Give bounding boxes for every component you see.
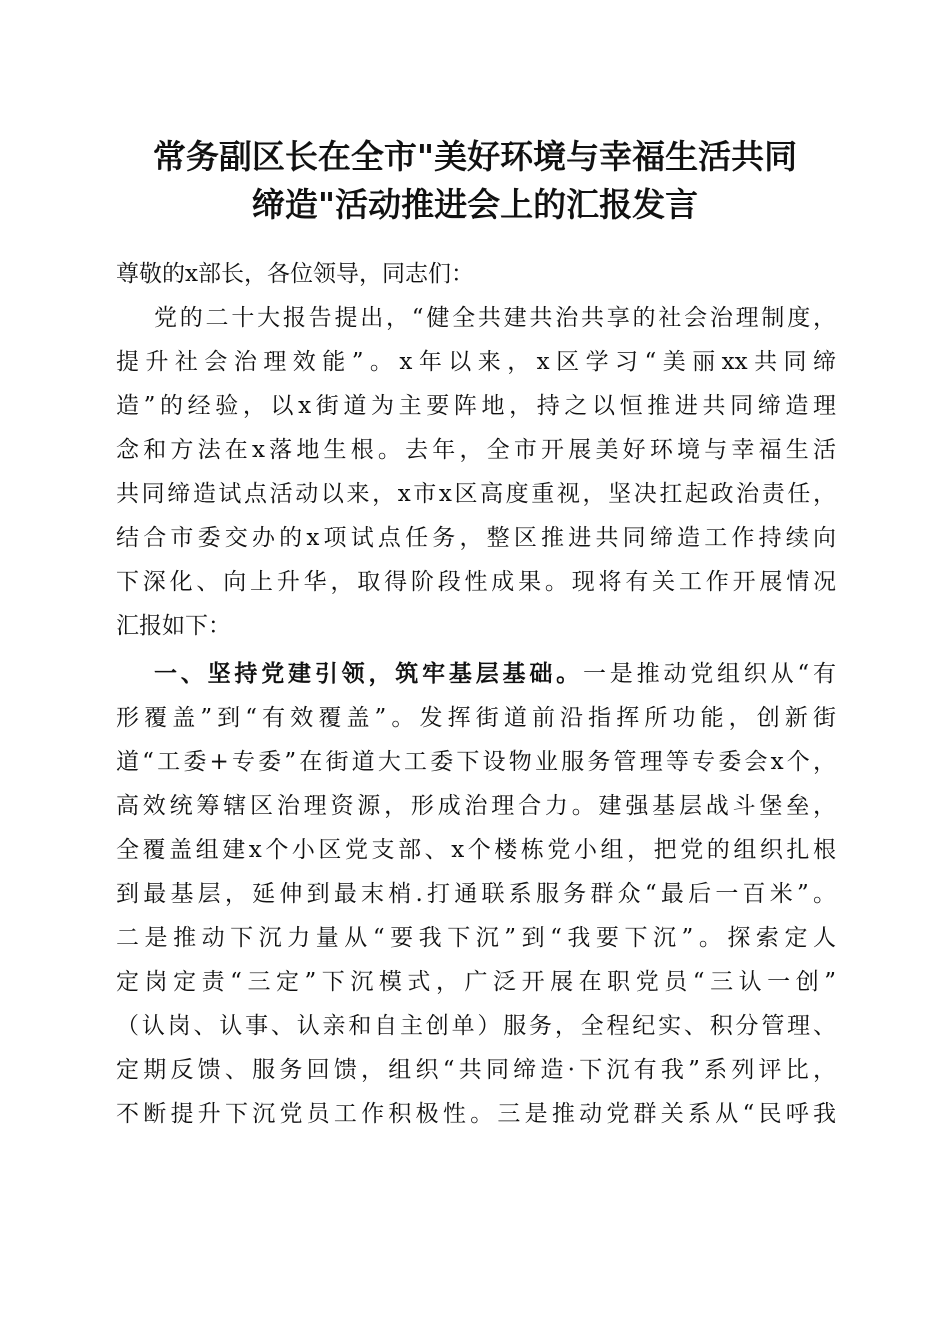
text-span: 一是推动党组织从“有 <box>582 661 836 687</box>
text-line: 造”的经验，以x街道为主要阵地，持之以恒推进共同缔造理 <box>116 393 836 419</box>
text-line: 党的二十大报告提出，“健全共建共治共享的社会治理制度， <box>154 305 836 331</box>
paragraph-1 <box>116 296 836 648</box>
salutation: 尊敬的x部长，各位领导，同志们： <box>116 261 474 287</box>
text-line: 共同缔造试点活动以来，x市x区高度重视，坚决扛起政治责任， <box>116 481 836 507</box>
text-line: 结合市委交办的x项试点任务，整区推进共同缔造工作持续向 <box>116 525 836 551</box>
text-line <box>116 652 836 696</box>
text-line: 提升社会治理效能”。x年以来，x区学习“美丽xx共同缔 <box>116 349 836 375</box>
document-title <box>100 133 850 229</box>
title-line-2: 缔造"活动推进会上的汇报发言 <box>251 185 699 224</box>
text-line: 下深化、向上升华，取得阶段性成果。现将有关工作开展情况 <box>116 569 836 595</box>
text-line: 汇报如下： <box>116 613 231 639</box>
text-line: 到最基层，延伸到最末梢.打通联系服务群众“最后一百米”。 <box>116 881 836 907</box>
section-1 <box>116 652 836 1136</box>
title-line-1: 常务副区长在全市"美好环境与幸福生活共同 <box>152 137 798 176</box>
text-line: 定期反馈、服务回馈，组织“共同缔造·下沉有我”系列评比， <box>116 1057 836 1083</box>
document-body <box>116 252 836 1136</box>
text-line: 定岗定责“三定”下沉模式，广泛开展在职党员“三认一创” <box>116 969 836 995</box>
text-line: 全覆盖组建x个小区党支部、x个楼栋党小组，把党的组织扎根 <box>116 837 836 863</box>
text-line: 二是推动下沉力量从“要我下沉”到“我要下沉”。探索定人 <box>116 925 836 951</box>
section-heading: 一、坚持党建引领，筑牢基层基础。 <box>154 661 583 687</box>
text-line: 高效统筹辖区治理资源，形成治理合力。建强基层战斗堡垒， <box>116 793 836 819</box>
text-line: 形覆盖”到“有效覆盖”。发挥街道前沿指挥所功能，创新街 <box>116 705 836 731</box>
text-line: 不断提升下沉党员工作积极性。三是推动党群关系从“民呼我 <box>116 1101 836 1127</box>
text-line: 念和方法在x落地生根。去年，全市开展美好环境与幸福生活 <box>116 437 836 463</box>
text-line: 道“工委+专委”在街道大工委下设物业服务管理等专委会x个， <box>116 749 836 775</box>
text-line: （认岗、认事、认亲和自主创单）服务，全程纪实、积分管理、 <box>116 1013 836 1039</box>
